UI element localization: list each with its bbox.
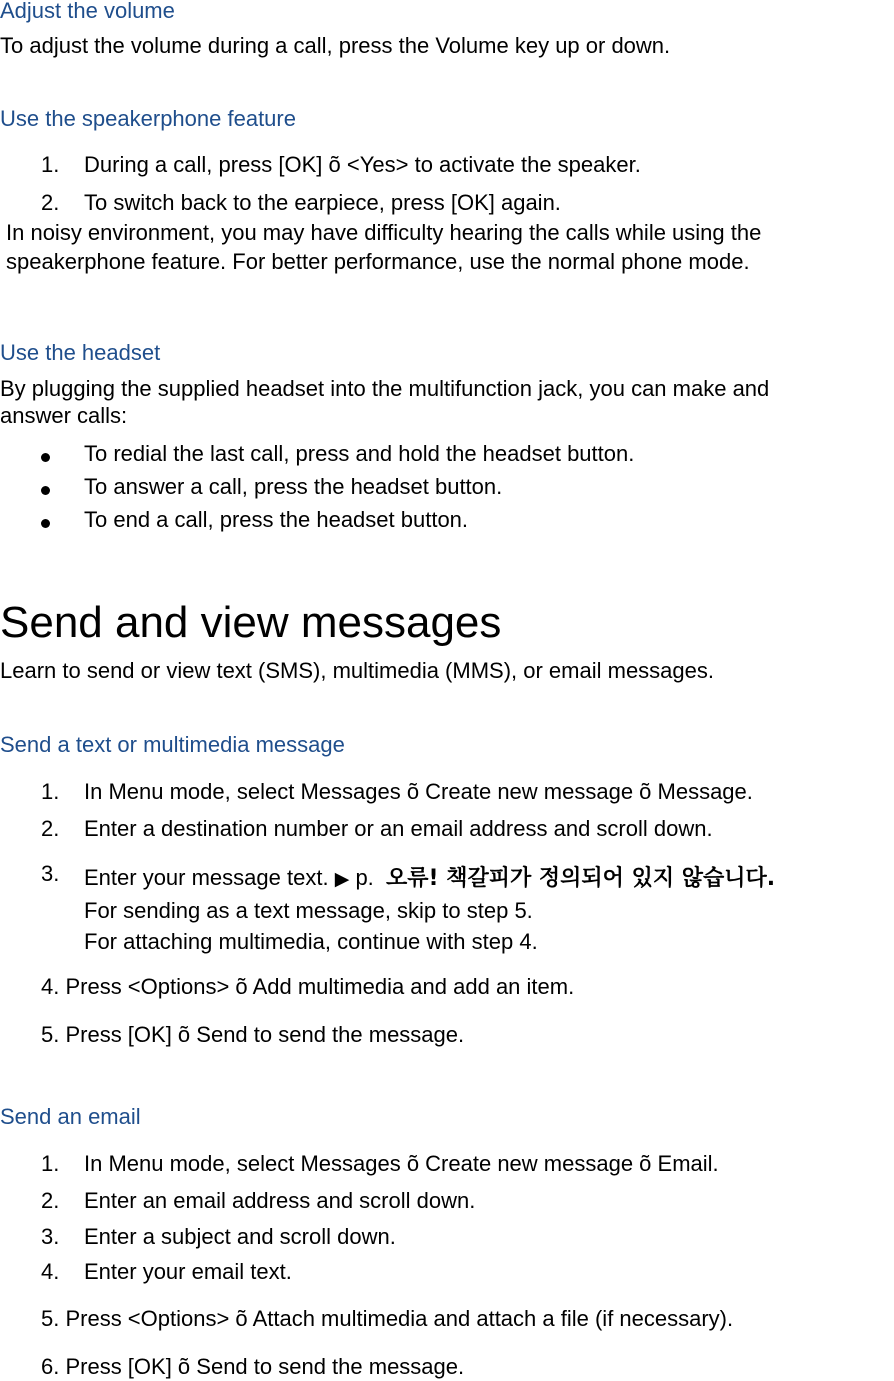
list-item [0,1259,894,1287]
intro-paragraph: Learn to send or view text (SMS), multimedia (MMS), or email messages. [0,658,715,683]
note-line-2: speakerphone feature. For better performance, use the normal phone mode. [6,249,750,274]
note-line-1: In noisy environment, you may have difficulty hearing the calls while using the [6,220,762,245]
list-number: 2. [41,1188,60,1213]
list-text-with-reference [84,861,775,892]
list-item [0,816,894,844]
list-number: 2. [41,190,60,215]
list-text: During a call, press [OK] õ <Yes> to activate the speaker. [84,152,641,177]
bullet-icon [41,519,50,528]
paragraph-adjust-volume: To adjust the volume during a call, press the Volume key up or down. [0,33,671,58]
step3-sub-line-2: For attaching multimedia, continue with step 4. [84,929,538,954]
list-item [0,861,894,889]
list-number: 3. [41,861,60,886]
list-text: To switch back to the earpiece, press [OK] again. [84,190,561,215]
step5-line: 5. Press [OK] õ Send to send the message. [41,1022,465,1047]
paragraph-headset-line-1: By plugging the supplied headset into the multifunction jack, you can make and [0,376,770,401]
bullet-item [0,507,894,535]
list-item [0,1188,894,1216]
bullet-icon [41,486,50,495]
list-number: 2. [41,816,60,841]
list-text: Enter a destination number or an email address and scroll down. [84,816,713,841]
list-item [0,1224,894,1252]
list-number: 3. [41,1224,60,1249]
list-number: 1. [41,152,60,177]
step4-line: 4. Press <Options> õ Add multimedia and add an item. [41,974,575,999]
page-reference[interactable]: p. [355,865,374,890]
paragraph-headset-line-2: answer calls: [0,403,128,428]
list-number: 4. [41,1259,60,1284]
list-text: Enter an email address and scroll down. [84,1188,476,1213]
section-heading-send-email: Send an email [0,1104,141,1129]
list-item [0,1151,894,1179]
email-step6-line: 6. Press [OK] õ Send to send the message. [41,1354,465,1379]
list-text: In Menu mode, select Messages õ Create new message õ Message. [84,779,753,804]
page-title: Send and view messages [0,598,502,647]
section-heading-headset: Use the headset [0,340,161,365]
step3-sub-line-1: For sending as a text message, skip to step 5. [84,898,533,923]
bookmark-error-text: 오류! 책갈피가 정의되어 있지 않습니다. [386,866,776,891]
list-item [0,779,894,807]
bullet-text: To answer a call, press the headset button. [84,474,503,499]
bullet-icon [41,453,50,462]
list-text: Enter a subject and scroll down. [84,1224,396,1249]
section-heading-send-message: Send a text or multimedia message [0,732,345,757]
list-text: In Menu mode, select Messages õ Create new message õ Email. [84,1151,719,1176]
section-heading-adjust-volume: Adjust the volume [0,0,175,23]
bullet-item [0,441,894,469]
list-text: Enter your email text. [84,1259,292,1284]
email-step5-line: 5. Press <Options> õ Attach multimedia and attach a file (if necessary). [41,1306,734,1331]
section-heading-speakerphone: Use the speakerphone feature [0,106,296,131]
bullet-text: To end a call, press the headset button. [84,507,469,532]
arrow-right-icon: ▶ [334,868,350,890]
list-number: 1. [41,1151,60,1176]
list-number: 1. [41,779,60,804]
list-item [0,152,894,180]
bullet-text: To redial the last call, press and hold the headset button. [84,441,635,466]
bullet-item [0,474,894,502]
list-item [0,190,894,218]
step-text: Enter your message text. [84,865,329,890]
